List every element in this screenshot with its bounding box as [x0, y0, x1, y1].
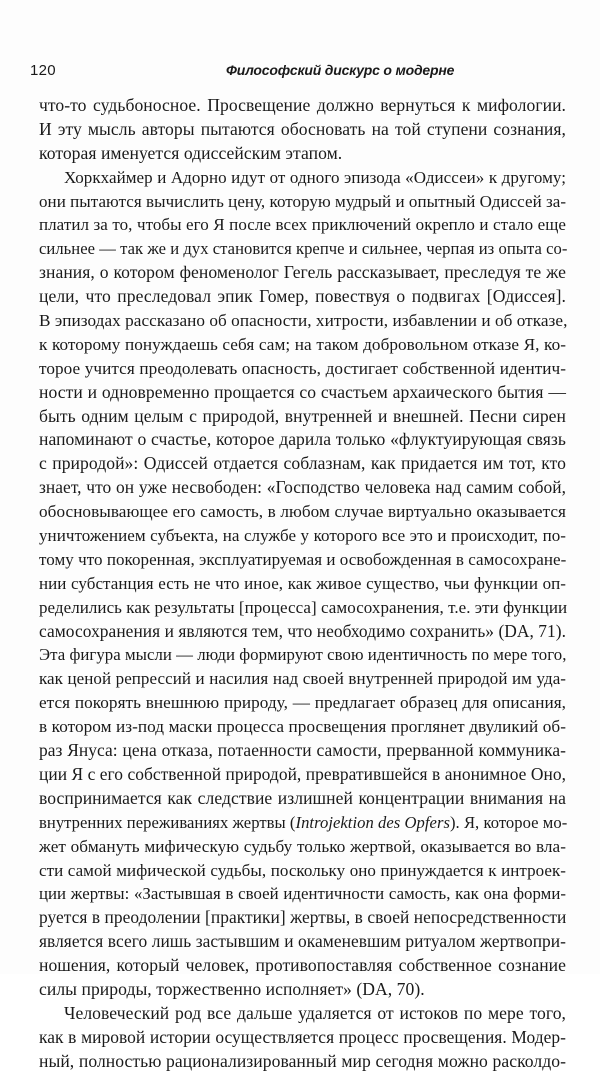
text-line: цели, что преследовал эпик Гомер, повествуя о подвигах [Одиссея]. [39, 286, 566, 307]
text-line: что-то судьбоносное. Просвещение должно вернуться к мифологии. [39, 95, 566, 115]
paragraph-2 [39, 166, 566, 1002]
body-text [39, 94, 566, 1074]
text-line: ношения, который человек, противопоставляя собственное сознание [39, 955, 566, 976]
running-title: Философский дискурс о модерне [226, 62, 455, 78]
text-line: быть одним целым с природой, внутренней и внешней. Песни сирен [39, 405, 566, 426]
text-line: с природой»: Одиссей отдается соблазнам, как придается им тот, кто [39, 453, 566, 474]
text-line: торое учится преодолевать опасность, достигает собственной идентич- [39, 358, 566, 378]
paragraph-3 [39, 1002, 566, 1074]
text-line: которая именуется одиссейским этапом. [39, 142, 343, 163]
text-line: знает, что он уже несвободен: «Господство человека над самим собой, [39, 477, 566, 498]
text-line: Хоркхаймер и Адорно идут от одного эпизода «Одиссеи» к другому; [64, 167, 566, 187]
running-header [30, 60, 564, 82]
text-line: уничтожением субъекта, на службе у которого все это и происходит, по- [39, 526, 566, 546]
text-line: в котором из-под маски процесса просвещения проглянет двуликий об- [39, 717, 566, 737]
text-line: нии субстанция есть не что иное, как живое существо, чьи функции оп- [39, 573, 566, 593]
text-line: ределились как результаты [процесса] самосохранения, т.е. эти функции [39, 597, 568, 617]
text-line: сильнее — так же и дух становится крепче и сильнее, черпая из опыта со- [39, 239, 568, 259]
text-line: Человеческий род все дальше удаляется от истоков по мере того, [64, 1002, 566, 1023]
text-line: напоминают о счастье, которое дарила только «флуктуирующая связь [39, 429, 566, 450]
text-line: ции Я с его собственной природой, превратившейся в анонимное Оно, [39, 763, 566, 784]
text-line: ции жертвы: «Застывшая в своей идентичности самость, как она форми- [39, 884, 566, 904]
text-line: жет обмануть мифическую судьбу только жертвой, оказывается во вла- [39, 836, 566, 856]
text-line: обосновывающее его самость, в любом случае виртуально оказывается [39, 502, 566, 522]
page-number: 120 [30, 62, 56, 79]
text-line: Эта фигура мысли — люди формируют свою идентичность по мере того, [39, 645, 567, 665]
text-line: внутренних переживаниях жертвы (Introjektion des Opfers). Я, которое мо- [39, 812, 568, 832]
text-line: как ценой репрессий и насилия над своей внутренней природой им уда- [39, 669, 566, 689]
text-line: воспринимается как следствие излишней концентрации внимания на [39, 787, 566, 808]
text-line: знания, о котором феноменолог Гегель рассказывает, преследуя те же [39, 262, 566, 283]
paragraph-1 [39, 94, 566, 166]
text-line: является всего лишь застывшим и окаменевшим ритуалом жертвопри- [39, 931, 566, 952]
text-line: к которому понуждаешь себя сам; на таком добровольном отказе Я, ко- [39, 334, 566, 354]
text-line: ности и одновременно прощается со счастьем архаического бытия — [39, 381, 566, 402]
text-line: самосохранения и являются тем, что необходимо сохранить» (DA, 71). [39, 620, 567, 641]
text-line: силы природы, торжественно исполняет» (DA, 70). [39, 978, 425, 999]
text-line: платил за то, чтобы его Я после всех приключений окрепло и стало еще [39, 215, 566, 235]
text-line: В эпизодах рассказано об опасности, хитрости, избавлении и об отказе, [39, 311, 568, 331]
text-line: И эту мысль авторы пытаются обосновать на той ступени сознания, [39, 118, 566, 139]
text-line: они пытаются вычислить цену, которую мудрый и опытный Одиссей за- [39, 191, 567, 211]
text-line: тому что покоренная, эксплуатируемая и освобожденная в самосохране- [39, 549, 567, 569]
text-line: сти самой мифической судьбы, поскольку оно принуждается к интроек- [39, 860, 566, 880]
text-line: раз Януса: цена отказа, потаенности самости, прерванной коммуника- [39, 740, 566, 761]
text-line: как в мировой истории осуществляется процесс просвещения. Модер- [39, 1026, 566, 1047]
text-line: ный, полностью рационализированный мир сегодня можно расколдо- [39, 1050, 566, 1071]
text-line: ется покорять внешнюю природу, — предлагает образец для описания, [39, 693, 566, 713]
text-line: руется в преодолении [практики] жертвы, в своей непосредственности [39, 907, 567, 928]
